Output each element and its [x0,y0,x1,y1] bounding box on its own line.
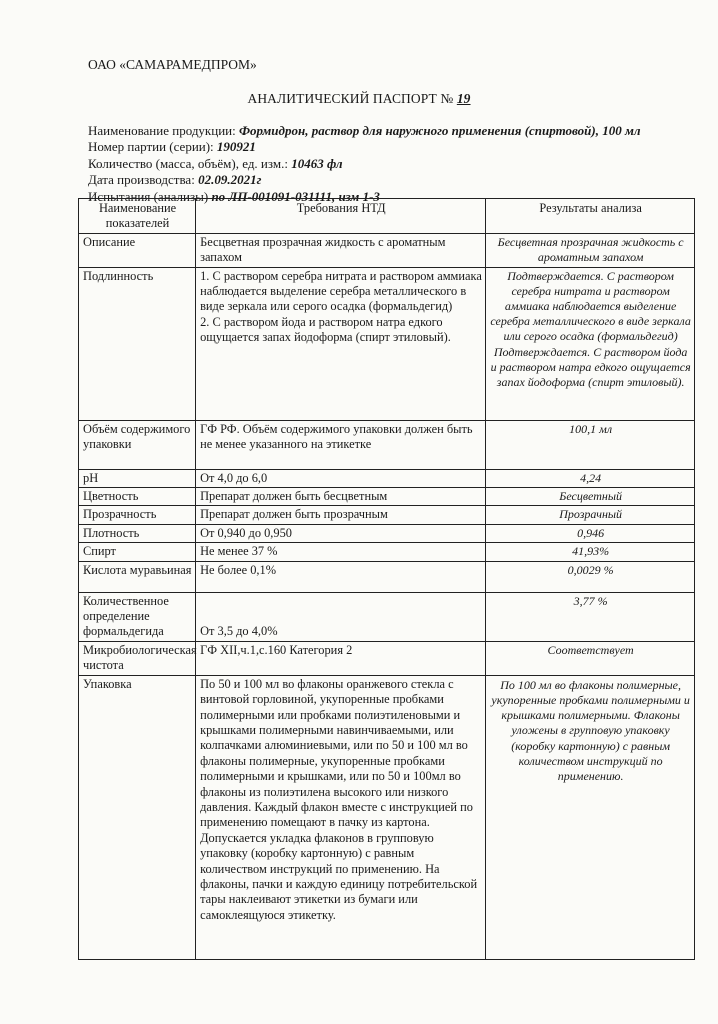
analysis-table [78,198,695,960]
row-name: pH [79,469,196,487]
row-requirement: Не менее 37 % [196,543,486,561]
row-result: По 100 мл во флаконы полимерные, укупоренные пробками полимерными и крышками полимерными. Флаконы уложены в групповую упаковку (коробку картонную) с равным количеством инструкций по применению. [486,675,695,959]
row-requirement: От 3,5 до 4,0% [196,592,486,641]
meta-row-quantity [88,156,708,172]
header-requirements: Требования НТД [196,199,486,234]
table-row [79,543,695,561]
row-result: Прозрачный [486,506,695,524]
product-meta [88,123,708,205]
meta-label: Количество (масса, объём), ед. изм.: [88,155,288,171]
meta-label: Испытания (анализы) [88,188,209,204]
table-row [79,267,695,420]
row-name: Описание [79,233,196,267]
meta-label: Дата производства: [88,172,195,188]
meta-value: 02.09.2021г [198,172,262,188]
row-result: Подтверждается. С раствором серебра нитрата и раствором аммиака наблюдается выделение серебра металлического в виде зеркала или серого осадка (формальдегид) Подтверждается. С раствором йода и раствором натра едкого ощущается запах йодоформа (спирт этиловый). [486,267,695,420]
row-result: 0,0029 % [486,561,695,592]
meta-row-product [88,123,708,139]
row-name: Подлинность [79,267,196,420]
table-row [79,561,695,592]
row-result: Бесцветная прозрачная жидкость с ароматным запахом [486,233,695,267]
table-header-row [79,199,695,234]
row-name: Количественное определение формальдегида [79,592,196,641]
table-row [79,233,695,267]
table-row [79,641,695,675]
row-requirement: Препарат должен быть прозрачным [196,506,486,524]
row-name: Цветность [79,488,196,506]
meta-value: 190921 [216,139,256,155]
meta-value: Формидрон, раствор для наружного применения (спиртовой), 100 мл [239,123,641,138]
company-name: ОАО «САМАРАМЕДПРОМ» [88,57,257,72]
table-row [79,675,695,959]
row-requirement: 1. С раствором серебра нитрата и раствором аммиака наблюдается выделение серебра металлического в виде зеркала или серого осадка (формальдегид) 2. С раствором йода и раствором натра едкого ощущается запах йодоформа (спирт этиловый). [196,267,486,420]
row-name: Прозрачность [79,506,196,524]
row-result: 41,93% [486,543,695,561]
row-requirement: По 50 и 100 мл во флаконы оранжевого стекла с винтовой горловиной, укупоренные пробками полимерными или пробками полиэтиленовыми и крышками полимерными навинчиваемыми, или колпачками алюминиевыми, или по 50 и 100 мл во флаконы полимерные, укупоренные пробками полимерными и крышками, или по 50 и 100мл во флаконы из полиэтилена высокого или низкого давления. Каждый флакон вместе с инструкцией по применению помещают в пачку из картона. Допускается укладка флаконов в групповую упаковку (коробку картонную) с равным количеством инструкций по применению. На флаконы, пачки и каждую единицу потребительской тары наклеивают этикетки из бумаги или самоклеящуюся этикетку. [196,675,486,959]
meta-label: Номер партии (серии): [88,139,214,155]
row-requirement: Не более 0,1% [196,561,486,592]
document-title-text: АНАЛИТИЧЕСКИЙ ПАСПОРТ № [247,91,454,106]
row-requirement: ГФ РФ. Объём содержимого упаковки должен быть не менее указанного на этикетке [196,420,486,469]
document-number: 19 [456,91,471,106]
row-name: Спирт [79,543,196,561]
row-requirement: От 4,0 до 6,0 [196,469,486,487]
header-results: Результаты анализа [486,199,695,234]
row-requirement: ГФ XII,ч.1,с.160 Категория 2 [196,641,486,675]
row-result: 0,946 [486,524,695,542]
table-row [79,469,695,487]
row-result: 4,24 [486,469,695,487]
table-row [79,524,695,542]
row-name: Объём содержимого упаковки [79,420,196,469]
row-name: Микробиологическая чистота [79,641,196,675]
meta-label: Наименование продукции: [88,123,236,138]
table-row [79,506,695,524]
meta-value: по ЛП-001091-031111, изм 1-3 [211,188,380,204]
meta-row-batch [88,139,708,155]
row-result: Соответствует [486,641,695,675]
meta-value: 10463 фл [291,155,343,171]
header-indicator: Наименование показателей [79,199,196,234]
row-requirement: Препарат должен быть бесцветным [196,488,486,506]
meta-row-date [88,172,708,188]
row-result: Бесцветный [486,488,695,506]
document-title [0,91,718,107]
row-requirement: От 0,940 до 0,950 [196,524,486,542]
row-name: Кислота муравьиная [79,561,196,592]
row-result: 3,77 % [486,592,695,641]
table-row [79,420,695,469]
table-row [79,592,695,641]
table-row [79,488,695,506]
row-name: Плотность [79,524,196,542]
row-requirement: Бесцветная прозрачная жидкость с ароматным запахом [196,233,486,267]
row-name: Упаковка [79,675,196,959]
row-result: 100,1 мл [486,420,695,469]
